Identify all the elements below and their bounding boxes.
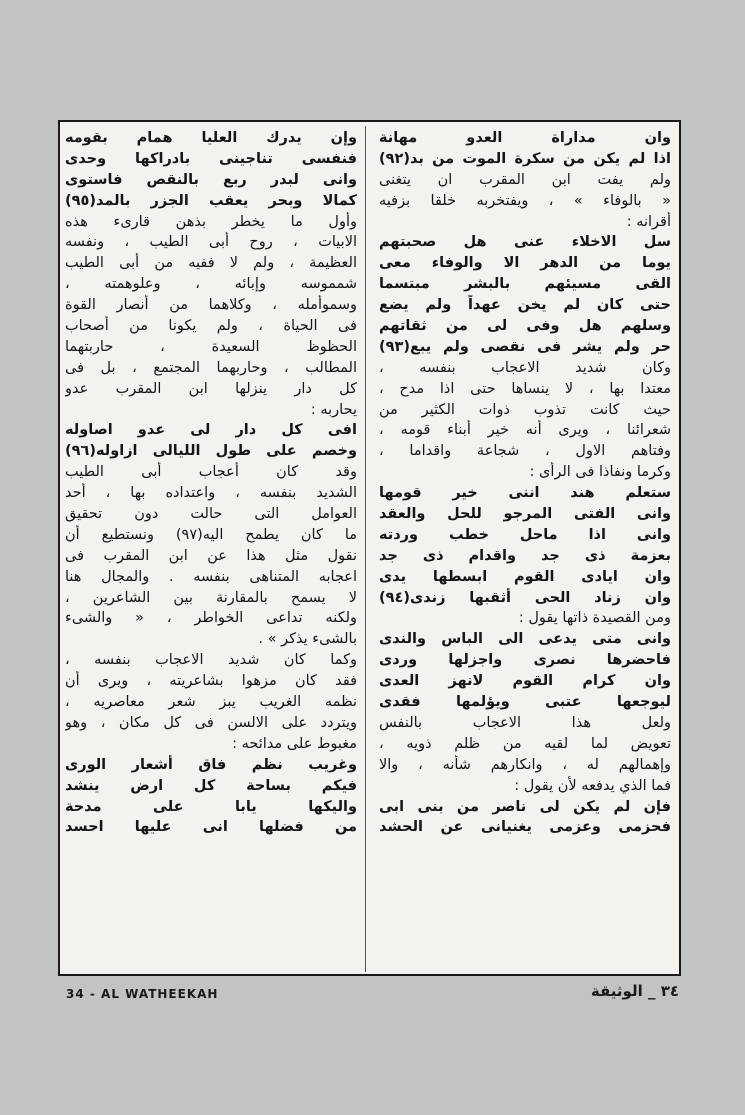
prose-line: ولعل هذا الاعجاب بالنفس bbox=[379, 714, 671, 731]
prose-line: تعويض لما لقيه من ظلم ذويه ، bbox=[379, 735, 671, 752]
page-frame bbox=[58, 120, 681, 976]
prose-line: فقد كان مزهوا بشاعريته ، ويرى أن bbox=[65, 673, 357, 690]
verse-line: وان ايادى القوم ابسطها يدى bbox=[379, 568, 671, 585]
footer-arabic-title: ٣٤ _ الوثيقة bbox=[590, 982, 679, 1000]
verse-line: وانى الفتى المرجو للحل والعقد bbox=[379, 506, 671, 523]
prose-line: لا يسمح بالمقارنة بين الشاعرين ، bbox=[65, 589, 357, 606]
verse-line: وغريب نظم فاق أشعار الورى bbox=[65, 756, 357, 773]
verse-line: فنفسى تناجينى بادراكها وحدى bbox=[65, 150, 357, 167]
prose-line: أقرانه : bbox=[626, 213, 671, 230]
verse-line: فيكم بساحة كل ارض ينشد bbox=[65, 777, 357, 794]
prose-line: « بالوفاء » ، ويفتخربه خلقا بزفيه bbox=[379, 192, 671, 209]
verse-line: ليوجعها عتبى ويؤلمها فقدى bbox=[379, 694, 671, 711]
prose-line: يحاربه : bbox=[310, 401, 357, 418]
prose-line: وسموأمله ، وكلاهما من أنصار القوة bbox=[65, 297, 357, 314]
prose-line: ولم يفت ابن المقرب ان يتغنى bbox=[379, 171, 671, 188]
prose-line: ويتردد على الالسن فى كل مكان ، وهو bbox=[65, 714, 357, 731]
prose-line: اعجابه المتناهى بنفسه . والمجال هنا bbox=[65, 568, 357, 585]
prose-line: ما كان يطمح اليه(٩٧) ونستطيع أن bbox=[65, 526, 357, 543]
prose-line: الابيات ، روح أبى الطيب ، ونفسه bbox=[65, 234, 357, 251]
prose-line: فى الحياة ، ولم يكونا من أصحاب bbox=[65, 318, 357, 335]
prose-line: معتدا بها ، لا ينساها حتى اذا مدح ، bbox=[379, 380, 671, 397]
prose-line: مغبوط على مدائحه : bbox=[232, 735, 357, 752]
prose-line: المطالب ، وحاربهما المجتمع ، بل فى bbox=[65, 359, 357, 376]
verse-line: وان كرام القوم لانهز العدى bbox=[379, 673, 671, 690]
column-divider bbox=[365, 126, 366, 972]
prose-line: وكرما ونفاذا فى الرأى : bbox=[529, 464, 671, 481]
prose-line: شعرائنا ، ويرى أنه خير أبناء قومه ، bbox=[379, 422, 671, 439]
prose-line: وأول ما يخطر بذهن قارىء هذه bbox=[65, 213, 357, 230]
prose-line: الحظوظ السعيدة ، حاربتهما bbox=[65, 338, 357, 355]
verse-line: افى كل دار لى عدو اصاوله bbox=[65, 422, 357, 439]
right-column bbox=[379, 128, 671, 838]
prose-line: العوامل التى حالت دون تحقيق bbox=[65, 506, 357, 523]
verse-line: اذا لم يكن من سكرة الموت من بد(٩٢) bbox=[379, 150, 671, 167]
verse-line: من فضلها انى عليها احسد bbox=[65, 819, 357, 836]
footer-english-title: 34 - AL WATHEEKAH bbox=[66, 987, 219, 1001]
prose-line: وفتاهم الاول ، شجاعة واقداما ، bbox=[379, 443, 671, 460]
prose-line: كل دار ينزلها ابن المقرب عدو bbox=[65, 380, 357, 397]
prose-line: نقول مثل هذا عن ابن المقرب فى bbox=[65, 547, 357, 564]
verse-line: وانى متى يدعى الى الباس والندى bbox=[379, 631, 671, 648]
verse-line: وسلهم هل وفى لى من ثقاتهم bbox=[379, 318, 671, 335]
prose-line: وكما كان شديد الاعجاب بنفسه ، bbox=[65, 652, 357, 669]
verse-line: واليكها يابا على مدحة bbox=[65, 798, 357, 815]
prose-line: وقد كان أعجاب أبى الطيب bbox=[65, 464, 357, 481]
verse-line: وانى لبدر ربع بالنقص فاستوى bbox=[65, 171, 357, 188]
verse-line: وانى اذا ماحل خطب وردته bbox=[379, 526, 671, 543]
prose-line: حيث كانت تذوب ذوات الكثير من bbox=[379, 401, 671, 418]
prose-line: وإهمالهم له ، وانكارهم شأنه ، والا bbox=[379, 756, 671, 773]
prose-line: بالشىء يذكر » . bbox=[258, 631, 357, 648]
verse-line: حتى كان لم يخن عهداً ولم يضع bbox=[379, 297, 671, 314]
verse-line: فإن لم يكن لى ناصر من بنى ابى bbox=[379, 798, 671, 815]
verse-line: وان مداراة العدو مهانة bbox=[379, 130, 671, 146]
prose-line: نظمه الغريب يبز شعر معاصريه ، bbox=[65, 694, 357, 711]
prose-line: شمموسه وإبائه ، وعلوهمته ، bbox=[65, 276, 357, 293]
prose-line: فما الذي يدفعه لأن يقول : bbox=[514, 777, 671, 794]
prose-line: ومن القصيدة ذاتها يقول : bbox=[518, 610, 671, 627]
verse-line: وإن يدرك العليا همام بقومه bbox=[65, 130, 357, 146]
verse-line: فحزمى وعزمى يغنيانى عن الحشد bbox=[379, 819, 671, 836]
verse-line: كمالا وبحر يعقب الجزر بالمد(٩٥) bbox=[65, 192, 357, 209]
verse-line: القى مسيئهم بالبشر مبتسما bbox=[379, 276, 671, 293]
left-column bbox=[65, 128, 357, 838]
verse-line: وخصم على طول الليالى ازاوله(٩٦) bbox=[65, 443, 357, 460]
verse-line: ستعلم هند اننى خير قومها bbox=[379, 485, 671, 502]
verse-line: فاحضرها نصرى واجزلها وردى bbox=[379, 652, 671, 669]
prose-line: وكان شديد الاعجاب بنفسه ، bbox=[379, 359, 671, 376]
verse-line: حر ولم يشر فى نقصى ولم يبع(٩٣) bbox=[379, 338, 671, 355]
prose-line: ولكنه تداعى الخواطر ، « والشىء bbox=[65, 610, 357, 627]
verse-line: يوما من الدهر الا والوفاء معى bbox=[379, 255, 671, 272]
verse-line: بعزمة ذى جد واقدام ذى جد bbox=[379, 547, 671, 564]
prose-line: الشديد بنفسه ، واعتداده بها ، أحد bbox=[65, 485, 357, 502]
verse-line: سل الاخلاء عنى هل صحبتهم bbox=[379, 234, 671, 251]
prose-line: العظيمة ، ولم لا ففيه من أبى الطيب bbox=[65, 255, 357, 272]
verse-line: وان زناد الحى أثقبها زندى(٩٤) bbox=[379, 589, 671, 606]
